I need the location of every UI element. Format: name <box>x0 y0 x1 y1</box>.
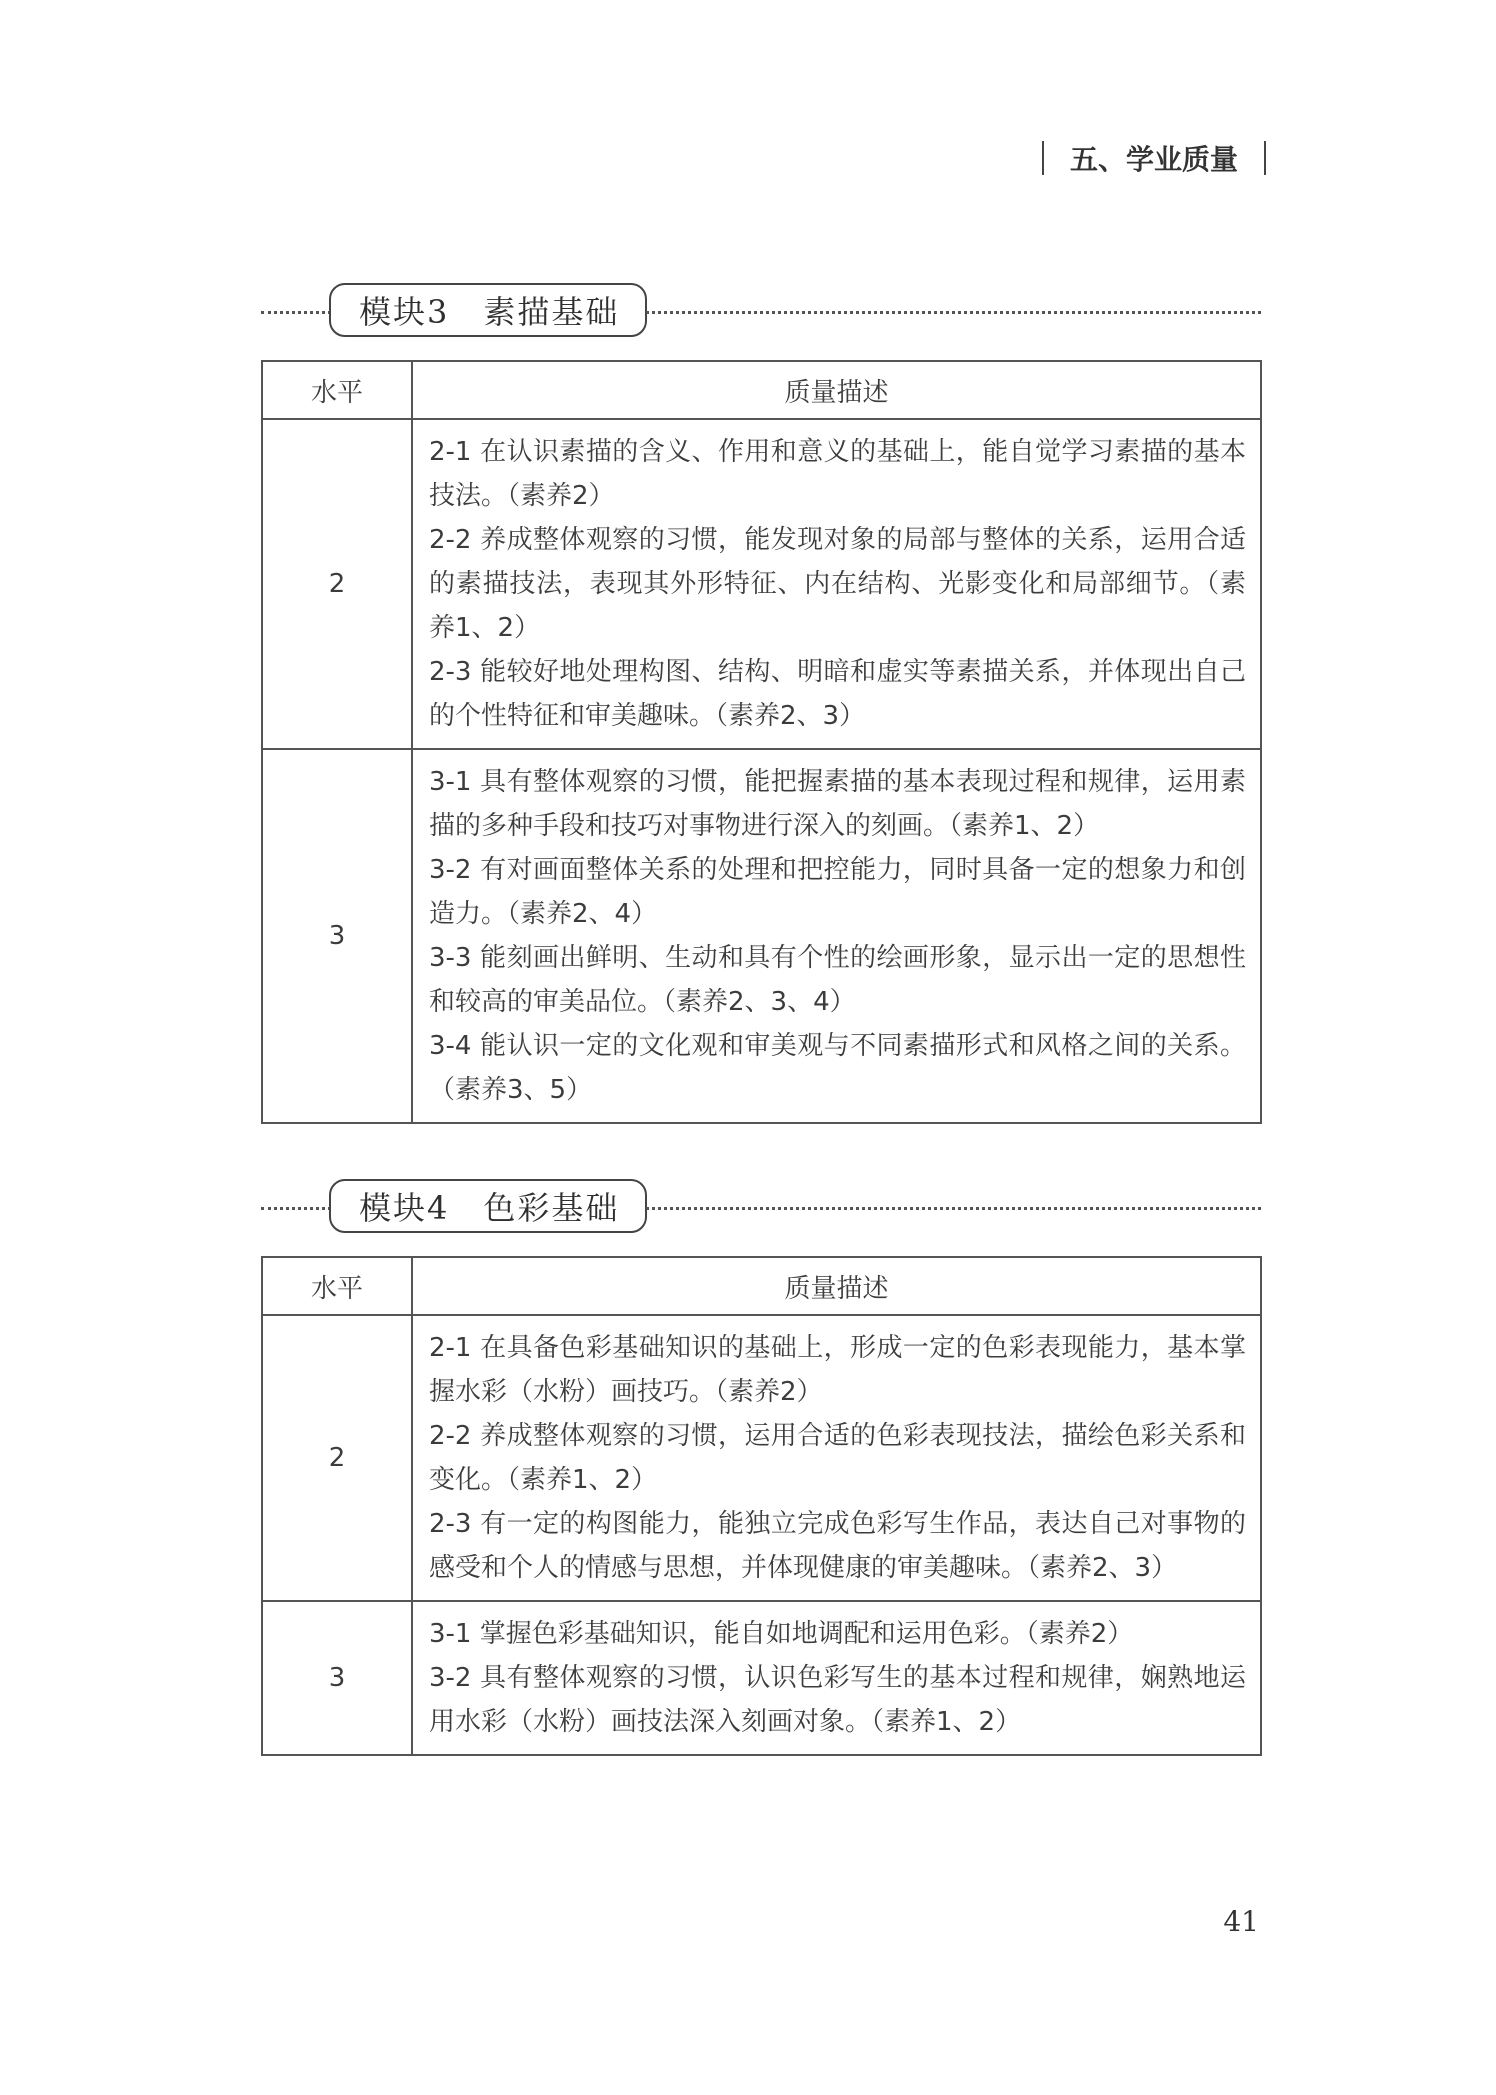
quality-item: 2-1 在具备色彩基础知识的基础上，形成一定的色彩表现能力，基本掌握水彩（水粉）画技巧。（素养2） <box>429 1333 1246 1407</box>
quality-item: 3-2 有对画面整体关系的处理和把控能力，同时具备一定的想象力和创造力。（素养2、4） <box>429 855 1246 929</box>
column-header-description: 质量描述 <box>412 1257 1261 1315</box>
level-cell: 2 <box>262 1315 412 1601</box>
description-cell <box>412 749 1261 1123</box>
description-cell <box>412 1315 1261 1601</box>
quality-item: 2-2 养成整体观察的习惯，能发现对象的局部与整体的关系，运用合适的素描技法，表现其外形特征、内在结构、光影变化和局部细节。（素养1、2） <box>429 525 1246 643</box>
module-3-title-box <box>329 283 647 337</box>
module-3-title: 素描基础 <box>483 293 620 331</box>
table-row <box>262 1315 1261 1601</box>
page-number: 41 <box>1223 1905 1259 1938</box>
running-head-title: 五、学业质量 <box>1069 143 1238 176</box>
description-cell <box>412 1601 1261 1755</box>
description-cell <box>412 419 1261 749</box>
quality-item: 2-2 养成整体观察的习惯，运用合适的色彩表现技法，描绘色彩关系和变化。（素养1、2） <box>429 1421 1246 1495</box>
quality-item: 2-1 在认识素描的含义、作用和意义的基础上，能自觉学习素描的基本技法。（素养2） <box>429 437 1246 511</box>
dotted-rule-left <box>261 311 331 314</box>
quality-item: 3-4 能认识一定的文化观和审美观与不同素描形式和风格之间的关系。（素养3、5） <box>429 1031 1246 1105</box>
quality-item: 3-3 能刻画出鲜明、生动和具有个性的绘画形象，显示出一定的思想性和较高的审美品位。（素养2、3、4） <box>429 943 1246 1017</box>
table-row <box>262 1601 1261 1755</box>
table-header-row <box>262 1257 1261 1315</box>
module-3-header <box>261 283 1261 341</box>
quality-item: 2-3 能较好地处理构图、结构、明暗和虚实等素描关系，并体现出自己的个性特征和审美趣味。（素养2、3） <box>429 657 1246 731</box>
column-header-level: 水平 <box>262 361 412 419</box>
level-cell: 3 <box>262 749 412 1123</box>
divider-bar-left <box>1042 141 1044 175</box>
quality-item: 3-1 掌握色彩基础知识，能自如地调配和运用色彩。（素养2） <box>429 1619 1134 1649</box>
module-4-quality-table <box>261 1256 1262 1756</box>
table-row <box>262 419 1261 749</box>
column-header-level: 水平 <box>262 1257 412 1315</box>
dotted-rule-right <box>646 1207 1261 1210</box>
module-4-title: 色彩基础 <box>483 1189 620 1227</box>
running-head <box>1042 138 1266 178</box>
divider-bar-right <box>1264 141 1266 175</box>
table-header-row <box>262 361 1261 419</box>
module-4-header <box>261 1179 1261 1237</box>
module-3-quality-table <box>261 360 1262 1124</box>
module-4-label: 模块4 <box>359 1189 450 1227</box>
dotted-rule-left <box>261 1207 331 1210</box>
module-4-title-box <box>329 1179 647 1233</box>
dotted-rule-right <box>646 311 1261 314</box>
level-cell: 2 <box>262 419 412 749</box>
quality-item: 3-1 具有整体观察的习惯，能把握素描的基本表现过程和规律，运用素描的多种手段和技巧对事物进行深入的刻画。（素养1、2） <box>429 767 1246 841</box>
column-header-description: 质量描述 <box>412 361 1261 419</box>
level-cell: 3 <box>262 1601 412 1755</box>
quality-item: 3-2 具有整体观察的习惯，认识色彩写生的基本过程和规律，娴熟地运用水彩（水粉）画技法深入刻画对象。（素养1、2） <box>429 1663 1246 1737</box>
table-row <box>262 749 1261 1123</box>
quality-item: 2-3 有一定的构图能力，能独立完成色彩写生作品，表达自己对事物的感受和个人的情感与思想，并体现健康的审美趣味。（素养2、3） <box>429 1509 1246 1583</box>
module-3-label: 模块3 <box>359 293 450 331</box>
